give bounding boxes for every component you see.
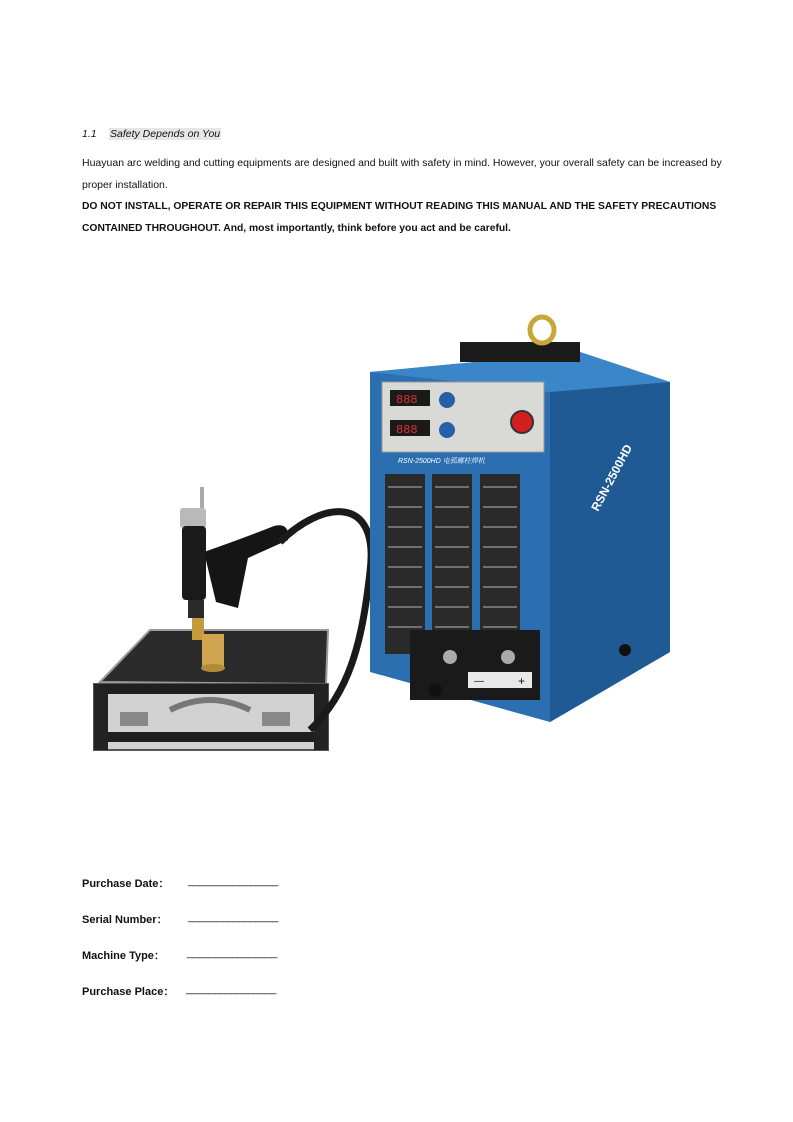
display-bottom: 888: [396, 423, 418, 437]
bottom-knob[interactable]: [439, 422, 455, 438]
top-knob[interactable]: [439, 392, 455, 408]
serial-number-label: Serial Number：: [82, 914, 168, 926]
section-title: Safety Depends on You: [110, 128, 221, 140]
side-model-label: RSN-2500HD: [588, 442, 636, 514]
purchase-date-field: [82, 875, 278, 891]
purchase-date-label: Purchase Date：: [82, 878, 170, 890]
purchase-place-blank[interactable]: ________________: [186, 983, 276, 995]
machine-type-blank[interactable]: ________________: [187, 947, 277, 959]
minus-label: —: [474, 676, 484, 687]
purchase-place-field: [82, 983, 276, 999]
output-connector-minus[interactable]: [443, 650, 457, 664]
machine-type-label: Machine Type：: [82, 950, 165, 962]
output-connector-plus[interactable]: [501, 650, 515, 664]
welding-machine-photo: [80, 312, 680, 752]
section-number: 1.1: [82, 128, 97, 140]
machine-type-field: [82, 947, 277, 963]
intro-paragraph: Huayuan arc welding and cutting equipments are designed and built with safety in mind. However, your overall safety can be increased by proper installation.: [82, 157, 722, 191]
emergency-stop-button[interactable]: [511, 411, 533, 433]
plus-label: +: [518, 674, 526, 688]
display-top: 888: [396, 393, 418, 407]
serial-number-blank[interactable]: ________________: [188, 911, 278, 923]
purchase-place-label: Purchase Place：: [82, 986, 175, 998]
section-heading: [82, 128, 221, 140]
machine-body: [370, 317, 670, 722]
serial-number-field: [82, 911, 278, 927]
panel-model-label: RSN-2500HD 电弧螺柱焊机: [398, 458, 485, 465]
warning-paragraph: DO NOT INSTALL, OPERATE OR REPAIR THIS EQUIPMENT WITHOUT READING THIS MANUAL AND THE SAFETY PRECAUTIONS CONTAINED THROUGHOUT. And, most importantly, think before you act and be careful.: [82, 201, 717, 234]
purchase-date-blank[interactable]: ________________: [188, 875, 278, 887]
